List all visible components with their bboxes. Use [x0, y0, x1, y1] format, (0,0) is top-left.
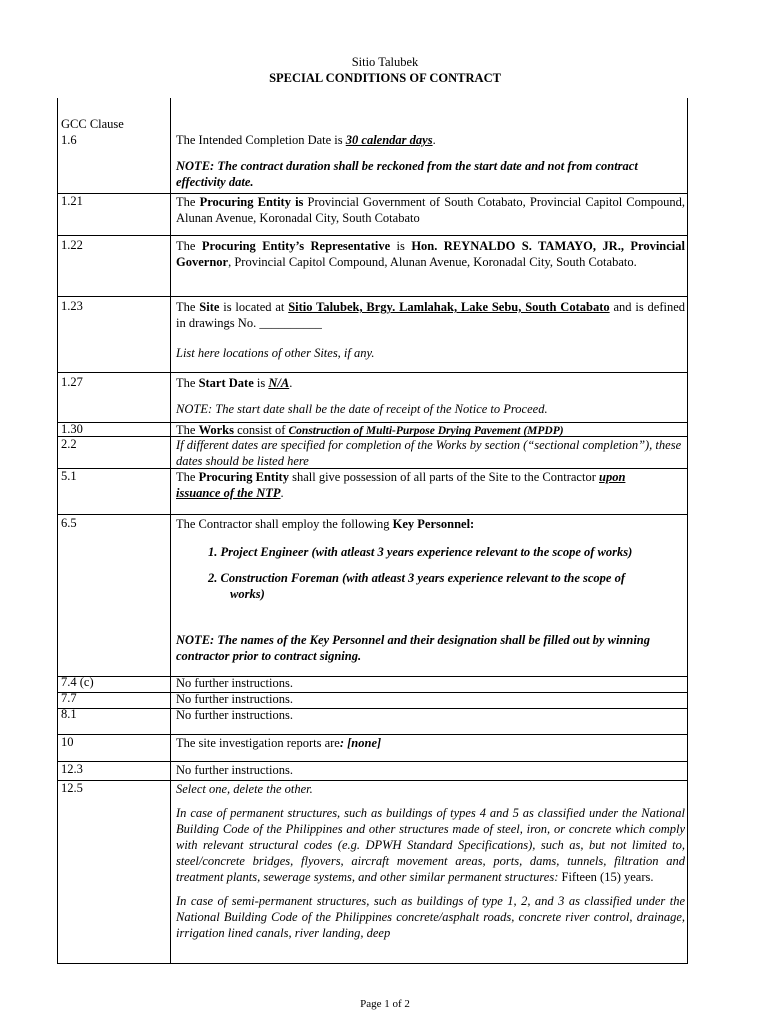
table-row [58, 780, 687, 964]
clause-note: List here locations of other Sites, if any. [176, 346, 375, 360]
completion-days: 30 calendar days [345, 133, 433, 147]
clause-number: 10 [61, 735, 74, 749]
key-personnel-item: 1. Project Engineer (with atleast 3 years experience relevant to the scope of works) [208, 545, 633, 559]
clause-content: The Works consist of Construction of Multi-Purpose Drying Pavement (MPDP) [176, 423, 564, 437]
clause-note: NOTE: The start date shall be the date of receipt of the Notice to Proceed. [176, 402, 548, 416]
start-date: N/A [268, 376, 290, 390]
page-footer: Page 1 of 2 [360, 998, 410, 1010]
clause-note: NOTE: The contract duration shall be reckoned from the start date and not from contract effectivity date. [176, 159, 638, 189]
column-header: GCC Clause [61, 117, 124, 131]
clause-content: The Site is located at Sitio Talubek, Brgy. Lamlahak, Lake Sebu, South Cotabato and is defined in drawings No. __________ List here locations of other Sites, if any. [176, 300, 686, 360]
clause-number: 2.2 [61, 437, 77, 451]
clause-number: 1.30 [61, 422, 83, 436]
site-location: Sitio Talubek, Brgy. Lamlahak, Lake Sebu, South Cotabato [288, 300, 610, 314]
clause-content [176, 781, 685, 941]
clause-content: The Procuring Entity is Provincial Government of South Cotabato, Provincial Capitol Compound, Alunan Avenue, Koronadal City, South Cotabato [176, 195, 685, 225]
key-personnel-item: 2. Construction Foreman (with atleast 3 years experience relevant to the scope of works) [208, 571, 625, 601]
clause-number: 1.23 [61, 299, 83, 313]
clause-number: 1.22 [61, 238, 83, 252]
clause-paragraph: In case of permanent structures, such as buildings of types 4 and 5 as classified under the National Building Code of the Philippines and other structures made of steel, iron, or concrete which comply with relevant structural codes (e.g. DPWH Standard Specifications), such as, but not limited to, steel/concrete bridges, flyovers, aircraft movement areas, ports, dams, tunnels, filtration and treatment plants, sewerage systems, and other similar permanent structures: Fifteen (15) years. [176, 806, 685, 884]
clause-content: The site investigation reports are: [none] [176, 736, 382, 750]
table-row [58, 436, 687, 469]
table-row [58, 422, 687, 437]
clause-number: 5.1 [61, 469, 77, 483]
clause-number: 6.5 [61, 516, 77, 530]
clause-content: The Procuring Entity’s Representative is Hon. REYNALDO S. TAMAYO, JR., Provincial Governor, Provincial Capitol Compound, Alunan Avenue, Koronadal City, South Cotabato. [176, 239, 685, 269]
table-row [58, 98, 687, 193]
clause-number: 12.5 [61, 781, 83, 795]
table-row [58, 514, 687, 677]
clause-number: 7.4 (c) [61, 675, 94, 689]
document-title: SPECIAL CONDITIONS OF CONTRACT [269, 71, 501, 85]
table-row [58, 296, 687, 373]
clause-number: 8.1 [61, 707, 77, 721]
clause-content: No further instructions. [176, 708, 293, 722]
clause-note: NOTE: The names of the Key Personnel and their designation shall be filled out by winning contractor prior to contract signing. [176, 633, 650, 663]
table-row [58, 468, 687, 515]
table-row [58, 734, 687, 762]
document-header [0, 54, 770, 86]
clause-content: The Contractor shall employ the following Key Personnel: 1. Project Engineer (with atleast 3 years experience relevant to the scope of works) 2. Construction Foreman (with atleast 3 years experience relevant to the scope of works) NOTE: The names of the Key Personnel and their designation shall be filled out by winning contractor prior to contract signing. [176, 516, 685, 664]
clause-content: The Procuring Entity shall give possession of all parts of the Site to the Contractor upon issuance of the NTP. [176, 470, 626, 500]
clause-content: No further instructions. [176, 763, 293, 777]
document-subtitle: Sitio Talubek [351, 55, 419, 69]
table-row [58, 235, 687, 297]
clause-content: The Start Date is N/A. NOTE: The start date shall be the date of receipt of the Notice to Proceed. [176, 375, 685, 417]
possession-date: upon issuance of the NTP [176, 470, 626, 500]
clause-content: The Intended Completion Date is 30 calendar days. NOTE: The contract duration shall be reckoned from the start date and not from contract effectivity date. [176, 132, 685, 190]
table-row [58, 708, 687, 735]
table-row [58, 193, 687, 236]
clause-content: No further instructions. [176, 692, 293, 706]
clause-content: If different dates are specified for completion of the Works by section (“sectional completion”), these dates should be listed here [176, 438, 682, 468]
clause-number: 12.3 [61, 762, 83, 776]
clause-number: 7.7 [61, 691, 77, 705]
site-investigation-value: : [none] [339, 736, 382, 750]
conditions-table [57, 98, 688, 964]
clause-paragraph: In case of semi-permanent structures, such as buildings of type 1, 2, and 3 as classified under the National Building Code of the Philippines concrete/asphalt roads, concrete river control, drainage, irrigation lined canals, river landing, deep [176, 894, 685, 940]
table-row [58, 372, 687, 423]
clause-content: No further instructions. [176, 676, 293, 690]
clause-number: 1.27 [61, 375, 83, 389]
clause-number: 1.21 [61, 194, 83, 208]
clause-number: 1.6 [61, 133, 77, 147]
table-row [58, 761, 687, 781]
clause-intro: Select one, delete the other. [176, 782, 313, 796]
works-description: Construction of Multi-Purpose Drying Pavement (MPDP) [288, 425, 564, 437]
